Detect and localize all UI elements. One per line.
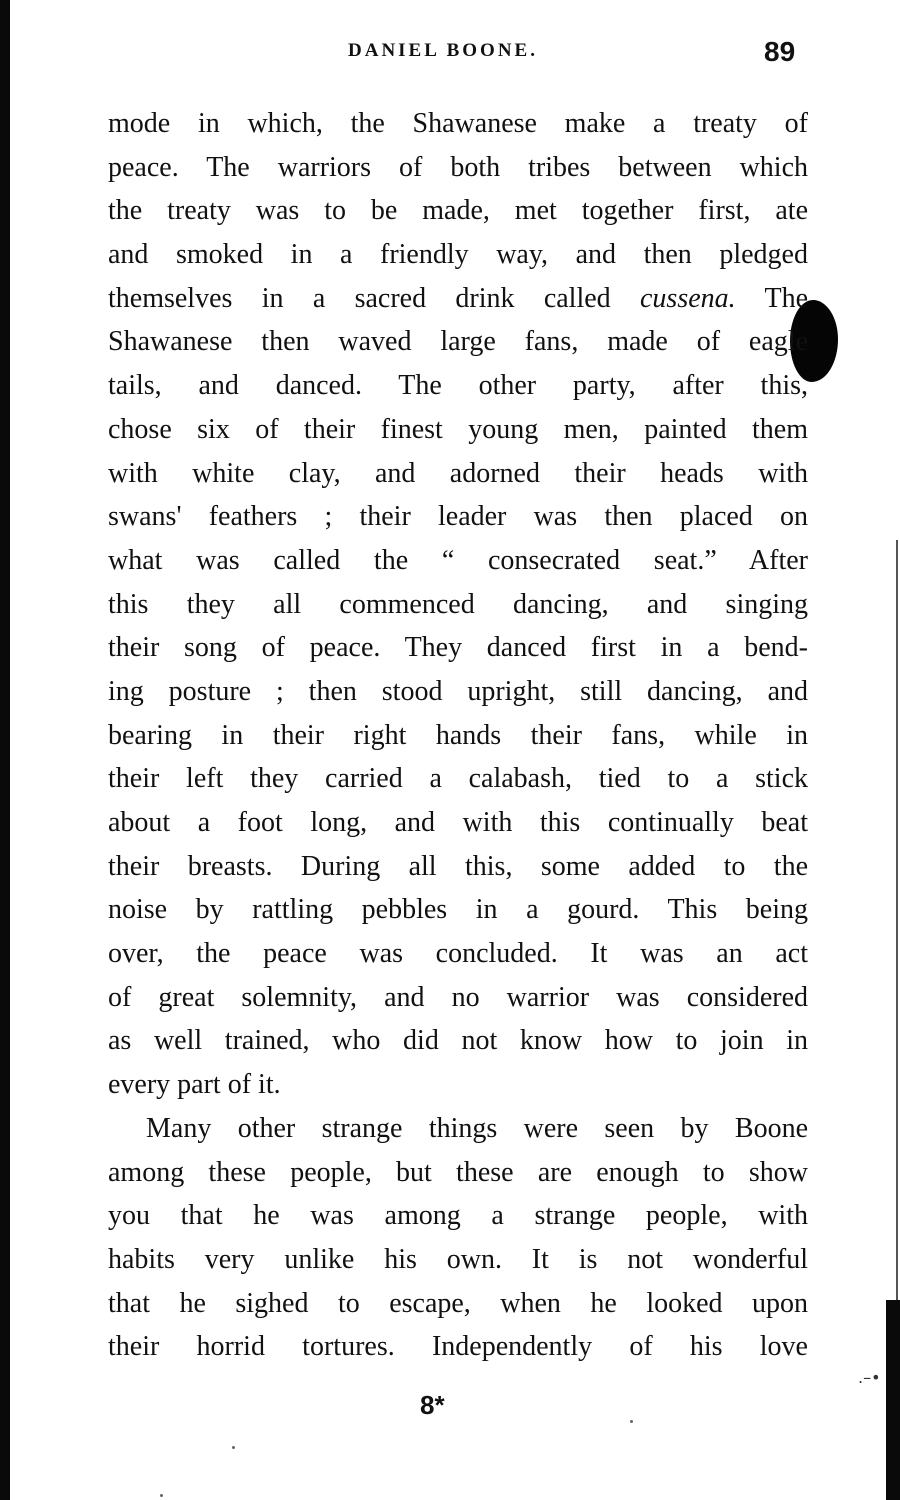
- text-line: what was called the “ consecrated seat.” After: [108, 544, 808, 576]
- scan-page-edge: [896, 540, 898, 1300]
- text-line: tails, and danced. The other party, after this,: [108, 370, 808, 402]
- text-line: their horrid tortures. Independently of his love: [108, 1331, 808, 1363]
- text-line: about a foot long, and with this continually beat: [108, 807, 808, 838]
- running-title: DANIEL BOONE.: [348, 40, 538, 61]
- text-line: their left they carried a calabash, tied to a stick: [108, 763, 808, 795]
- paragraph: [108, 1107, 808, 1369]
- stray-speck: [630, 1420, 633, 1423]
- italic-term: cussena.: [640, 282, 736, 314]
- text-fragment: The: [735, 282, 809, 314]
- text-line: habits very unlike his own. It is not wonderful: [108, 1243, 808, 1275]
- scan-gutter-edge: [0, 0, 10, 1500]
- text-line: swans' feathers ; their leader was then placed on: [108, 501, 808, 533]
- text-line: this they all commenced dancing, and singing: [108, 588, 808, 620]
- text-line: mode in which, the Shawanese make a treaty of: [108, 108, 808, 139]
- signature-mark: 8*: [420, 1390, 445, 1420]
- text-line: every part of it.: [108, 1069, 281, 1101]
- text-line: peace. The warriors of both tribes between which: [108, 151, 808, 183]
- text-line: over, the peace was concluded. It was an act: [108, 938, 808, 970]
- margin-mark: .–•: [858, 1368, 881, 1387]
- text-line: the treaty was to be made, met together first, ate: [108, 195, 808, 227]
- page-number: 89: [764, 36, 796, 67]
- stray-speck: [160, 1494, 163, 1497]
- text-line: among these people, but these are enough to show: [108, 1156, 808, 1188]
- text-line: of great solemnity, and no warrior was considered: [108, 981, 808, 1013]
- text-line: Shawanese then waved large fans, made of eagle: [108, 326, 808, 358]
- text-line: that he sighed to escape, when he looked upon: [108, 1287, 808, 1319]
- text-line: you that he was among a strange people, with: [108, 1200, 808, 1232]
- text-line: noise by rattling pebbles in a gourd. This being: [108, 894, 808, 926]
- running-head: [0, 36, 900, 68]
- text-line: ing posture ; then stood upright, still dancing, and: [108, 675, 808, 707]
- text-line: and smoked in a friendly way, and then pledged: [108, 239, 808, 271]
- text-line: Many other strange things were seen by Boone: [146, 1112, 808, 1144]
- body-text: [108, 102, 808, 1369]
- text-line: their breasts. During all this, some added to the: [108, 850, 808, 882]
- stray-speck: [232, 1446, 235, 1449]
- text-line: their song of peace. They danced first in a bend-: [108, 632, 808, 664]
- text-line: with white clay, and adorned their heads with: [108, 457, 808, 489]
- text-fragment: themselves in a sacred drink called: [108, 282, 640, 314]
- text-line: bearing in their right hands their fans, while in: [108, 719, 808, 751]
- text-line: chose six of their finest young men, painted them: [108, 413, 808, 445]
- text-line: as well trained, who did not know how to join in: [108, 1025, 808, 1057]
- scan-corner-edge: [886, 1300, 900, 1500]
- paragraph: [108, 102, 808, 1107]
- text-line: [108, 277, 808, 321]
